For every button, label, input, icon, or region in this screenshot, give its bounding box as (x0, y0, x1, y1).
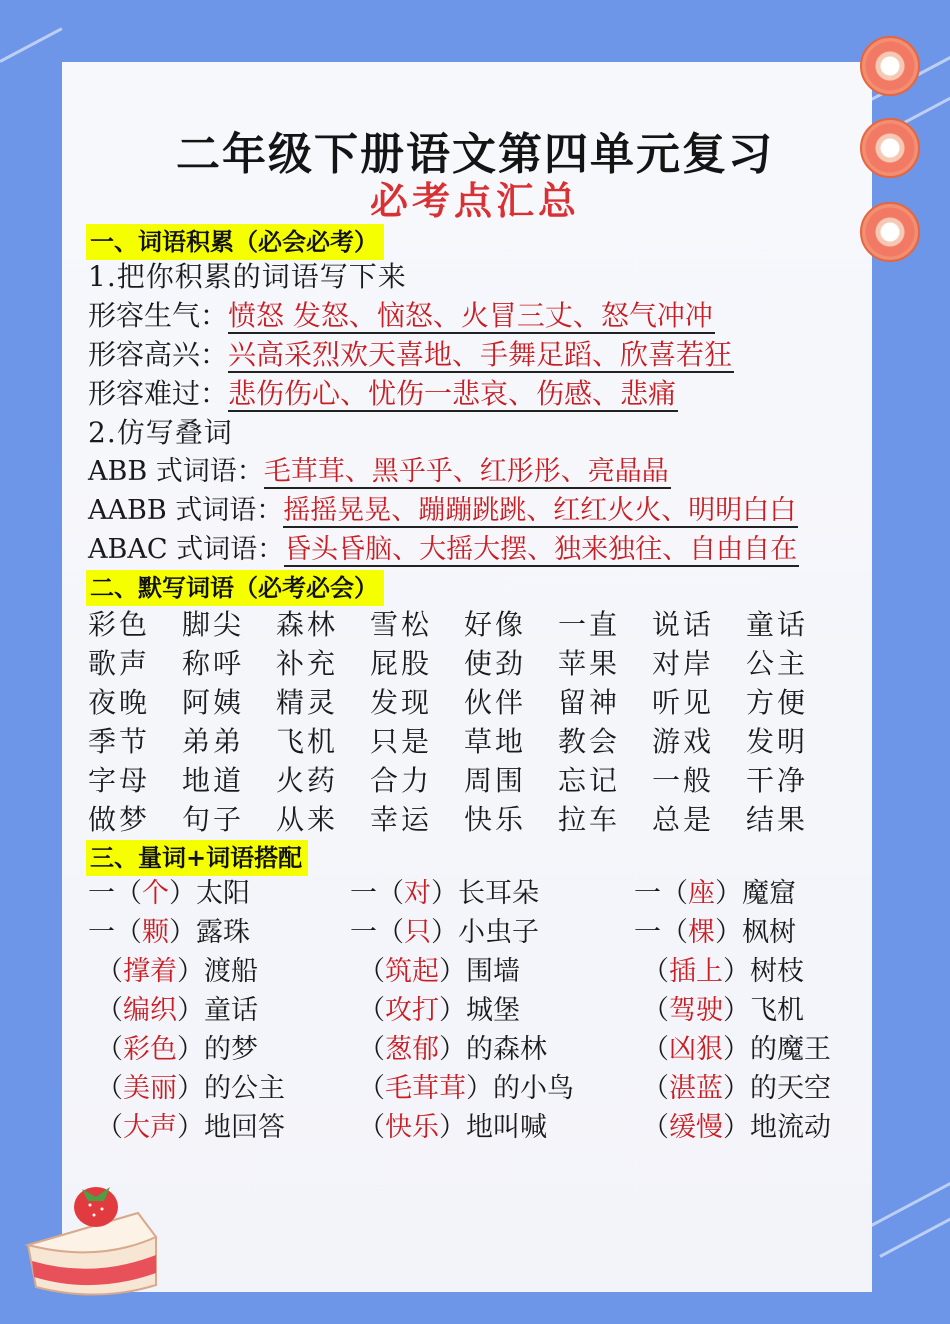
word-cell: 拉车 (558, 803, 621, 836)
word-cell: 精灵 (276, 686, 339, 719)
word-row (88, 761, 840, 800)
word-row (88, 644, 840, 683)
word-cell: 一般 (652, 764, 715, 797)
word-cell: 彩色 (88, 608, 151, 641)
word-cell: 童话 (746, 608, 809, 641)
match-answer: 颗 (142, 917, 169, 948)
match-suffix: ）太阳 (169, 878, 250, 909)
match-item (96, 1108, 285, 1147)
word-cell: 结果 (746, 803, 809, 836)
vocab-row-angry (88, 297, 715, 335)
pattern-label: ABAC 式词语： (88, 534, 285, 565)
dictation-word-grid (88, 605, 840, 839)
match-suffix: ）的公主 (177, 1073, 285, 1104)
match-answer: 湛蓝 (669, 1073, 723, 1104)
match-prefix: （ (96, 995, 123, 1026)
match-item (350, 874, 539, 913)
word-cell: 称呼 (182, 647, 245, 680)
pattern-label: ABB 式词语： (88, 456, 264, 487)
word-row (88, 683, 840, 722)
word-cell: 屁股 (370, 647, 433, 680)
match-answer: 葱郁 (385, 1034, 439, 1065)
match-item (358, 991, 520, 1030)
match-suffix: ）的森林 (439, 1034, 547, 1065)
word-cell: 游戏 (652, 725, 715, 758)
word-cell: 使劲 (464, 647, 527, 680)
match-item (96, 991, 258, 1030)
vocab-label: 形容生气： (88, 299, 229, 332)
match-answer: 彩色 (123, 1034, 177, 1065)
word-cell: 雪松 (370, 608, 433, 641)
match-item (642, 1030, 831, 1069)
word-cell: 做梦 (88, 803, 151, 836)
word-cell: 合力 (370, 764, 433, 797)
match-suffix: ）飞机 (723, 995, 804, 1026)
match-suffix: ）魔窟 (715, 878, 796, 909)
word-cell: 幸运 (370, 803, 433, 836)
word-cell: 发明 (746, 725, 809, 758)
match-answer: 快乐 (385, 1112, 439, 1143)
match-suffix: ）小虫子 (431, 917, 539, 948)
match-prefix: （ (96, 956, 123, 987)
word-cell: 干净 (746, 764, 809, 797)
word-cell: 方便 (746, 686, 809, 719)
match-prefix: （ (642, 1112, 669, 1143)
word-cell: 好像 (464, 608, 527, 641)
match-suffix: ）露珠 (169, 917, 250, 948)
match-answer: 插上 (669, 956, 723, 987)
match-answer: 只 (404, 917, 431, 948)
page-title: 二年级下册语文第四单元复习 (176, 129, 774, 180)
match-answer: 缓慢 (669, 1112, 723, 1143)
match-prefix: 一（ (634, 878, 688, 909)
match-prefix: （ (358, 1073, 385, 1104)
match-prefix: 一（ (88, 917, 142, 948)
match-answer: 驾驶 (669, 995, 723, 1026)
word-cell: 季节 (88, 725, 151, 758)
word-cell: 对岸 (652, 647, 715, 680)
word-cell: 字母 (88, 764, 151, 797)
match-suffix: ）地流动 (723, 1112, 831, 1143)
match-item (642, 1069, 831, 1108)
match-answer: 毛茸茸 (385, 1073, 466, 1104)
word-cell: 地道 (182, 764, 245, 797)
match-answer: 美丽 (123, 1073, 177, 1104)
word-cell: 教会 (558, 725, 621, 758)
word-cell: 歌声 (88, 647, 151, 680)
match-prefix: （ (358, 1034, 385, 1065)
donut-icon (860, 36, 920, 96)
word-cell: 留神 (558, 686, 621, 719)
word-cell: 飞机 (276, 725, 339, 758)
reduplication-row-aabb (88, 492, 798, 530)
match-item (634, 874, 796, 913)
match-suffix: ）的梦 (177, 1034, 258, 1065)
section-heading-measure-words: 三、量词+词语搭配 (86, 840, 308, 876)
match-prefix: 一（ (88, 878, 142, 909)
match-item (88, 913, 250, 952)
word-cell: 森林 (276, 608, 339, 641)
word-cell: 总是 (652, 803, 715, 836)
word-cell: 周围 (464, 764, 527, 797)
word-cell: 说话 (652, 608, 715, 641)
vocab-label: 形容高兴： (88, 338, 229, 371)
vocab-label: 形容难过： (88, 377, 229, 410)
match-answer: 座 (688, 878, 715, 909)
word-row (88, 722, 840, 761)
match-item (634, 913, 796, 952)
word-cell: 发现 (370, 686, 433, 719)
word-cell: 快乐 (464, 803, 527, 836)
match-item (350, 913, 539, 952)
match-prefix: （ (96, 1073, 123, 1104)
word-cell: 补充 (276, 647, 339, 680)
match-answer: 个 (142, 878, 169, 909)
match-prefix: （ (358, 1112, 385, 1143)
match-prefix: 一（ (350, 917, 404, 948)
vocab-row-happy (88, 336, 734, 374)
strawberry-cake-icon (18, 1175, 168, 1305)
word-cell: 阿姨 (182, 686, 245, 719)
match-suffix: ）围墙 (439, 956, 520, 987)
match-answer: 攻打 (385, 995, 439, 1026)
match-item (642, 991, 804, 1030)
reduplication-row-abb (88, 453, 671, 491)
match-item (96, 1030, 258, 1069)
word-cell: 草地 (464, 725, 527, 758)
match-prefix: 一（ (350, 878, 404, 909)
word-cell: 苹果 (558, 647, 621, 680)
match-item (358, 1108, 547, 1147)
match-prefix: （ (642, 995, 669, 1026)
word-row (88, 605, 840, 644)
word-row (88, 800, 840, 839)
match-prefix: （ (358, 956, 385, 987)
item-2-prompt: 2.仿写叠词 (88, 416, 233, 449)
match-item (96, 952, 258, 991)
match-suffix: ）地叫喊 (439, 1112, 547, 1143)
page-subtitle: 必考点汇总 (369, 178, 580, 223)
pattern-answer: 摇摇晃晃、蹦蹦跳跳、红红火火、明明白白 (283, 495, 797, 526)
match-suffix: ）城堡 (439, 995, 520, 1026)
word-cell: 公主 (746, 647, 809, 680)
vocab-answer: 悲伤伤心、忧伤一悲哀、伤感、悲痛 (228, 377, 677, 410)
match-suffix: ）的小鸟 (466, 1073, 574, 1104)
match-item (96, 1069, 285, 1108)
word-cell: 一直 (558, 608, 621, 641)
match-suffix: ）渡船 (177, 956, 258, 987)
reduplication-row-abac (88, 531, 799, 569)
match-suffix: ）地回答 (177, 1112, 285, 1143)
match-answer: 棵 (688, 917, 715, 948)
decorative-stripe (0, 27, 63, 63)
match-suffix: ）的魔王 (723, 1034, 831, 1065)
word-cell: 伙伴 (464, 686, 527, 719)
match-prefix: （ (96, 1112, 123, 1143)
match-item (88, 874, 250, 913)
match-prefix: 一（ (634, 917, 688, 948)
match-item (358, 952, 520, 991)
word-cell: 火药 (276, 764, 339, 797)
match-answer: 对 (404, 878, 431, 909)
word-cell: 忘记 (558, 764, 621, 797)
match-item (358, 1030, 547, 1069)
match-item (642, 952, 804, 991)
vocab-answer: 愤怒 发怒、恼怒、火冒三丈、怒气冲冲 (228, 299, 713, 332)
match-prefix: （ (358, 995, 385, 1026)
match-item (642, 1108, 831, 1147)
item-1-prompt: 1.把你积累的词语写下来 (88, 260, 407, 293)
match-answer: 撑着 (123, 956, 177, 987)
vocab-row-sad (88, 375, 678, 413)
word-cell: 从来 (276, 803, 339, 836)
match-answer: 大声 (123, 1112, 177, 1143)
match-answer: 凶狠 (669, 1034, 723, 1065)
word-cell: 夜晚 (88, 686, 151, 719)
section-heading-vocabulary: 一、词语积累（必会必考） (86, 224, 384, 260)
vocab-answer: 兴高采烈欢天喜地、手舞足蹈、欣喜若狂 (228, 338, 733, 371)
word-cell: 只是 (370, 725, 433, 758)
section-heading-dictation: 二、默写词语（必考必会） (86, 570, 384, 606)
pattern-answer: 毛茸茸、黑乎乎、红彤彤、亮晶晶 (263, 456, 669, 487)
match-prefix: （ (642, 1073, 669, 1104)
word-cell: 弟弟 (182, 725, 245, 758)
match-prefix: （ (642, 1034, 669, 1065)
word-cell: 脚尖 (182, 608, 245, 641)
word-cell: 听见 (652, 686, 715, 719)
match-item (358, 1069, 574, 1108)
match-suffix: ）树枝 (723, 956, 804, 987)
match-suffix: ）长耳朵 (431, 878, 539, 909)
match-suffix: ）枫树 (715, 917, 796, 948)
match-suffix: ）童话 (177, 995, 258, 1026)
match-prefix: （ (96, 1034, 123, 1065)
match-answer: 筑起 (385, 956, 439, 987)
pattern-answer: 昏头昏脑、大摇大摆、独来独往、自由自在 (284, 534, 798, 565)
word-cell: 句子 (182, 803, 245, 836)
pattern-label: AABB 式词语： (88, 495, 284, 526)
match-answer: 编织 (123, 995, 177, 1026)
match-prefix: （ (642, 956, 669, 987)
match-suffix: ）的天空 (723, 1073, 831, 1104)
